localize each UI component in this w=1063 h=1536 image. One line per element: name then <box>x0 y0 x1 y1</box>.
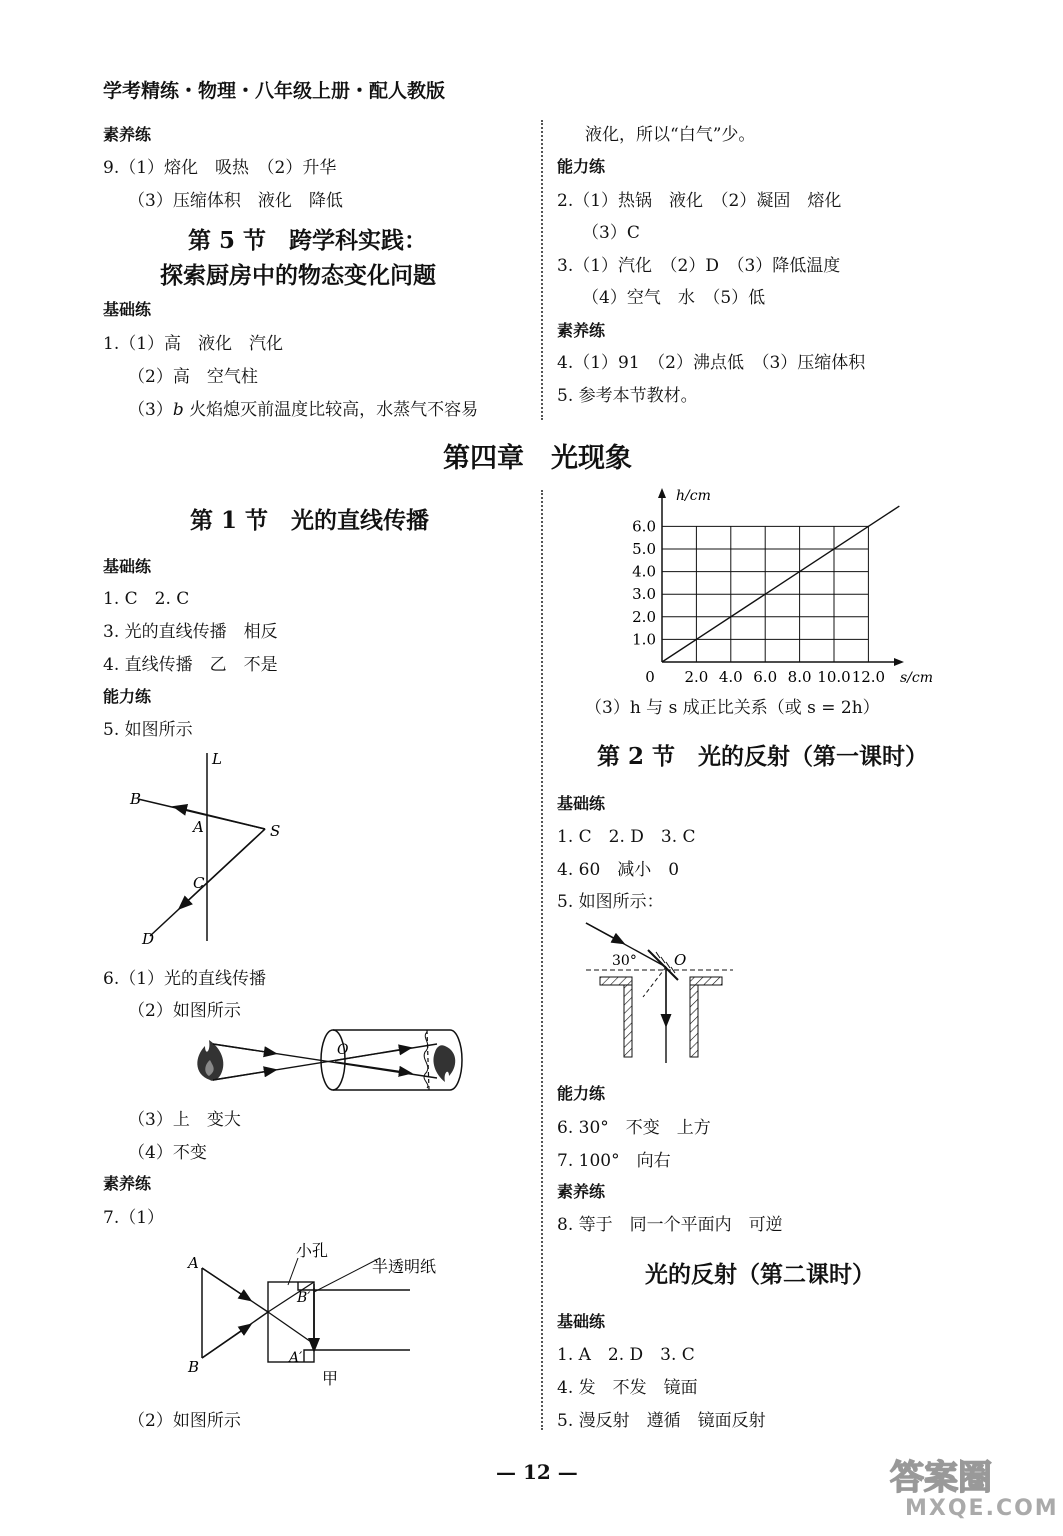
answer-line: 7. 100° 向右 <box>557 1151 671 1171</box>
ray-arrow <box>180 829 265 908</box>
x-axis-label: s/cm <box>900 670 934 686</box>
x-tick-label: 12.0 <box>851 668 886 686</box>
section-label: 能力练 <box>103 687 152 706</box>
wall-top-right <box>690 977 722 985</box>
x-tick-label: 6.0 <box>753 668 778 686</box>
answer-line: 9.（1）熔化 吸热 （2）升华 <box>103 158 337 178</box>
label-paper: 半透明纸 <box>372 1257 437 1276</box>
x-tick-label: 4.0 <box>718 668 743 686</box>
section-label: 基础练 <box>103 300 152 319</box>
wall-left <box>624 985 632 1057</box>
ray-arrow <box>202 1325 250 1358</box>
answer-line: （3）压缩体积 液化 降低 <box>128 191 343 211</box>
watermark-logo: 答案圈 <box>890 1458 992 1498</box>
y-tick-label: 3.0 <box>632 585 656 604</box>
label-O: O <box>674 951 687 969</box>
pinhole-box-diagram <box>180 1230 480 1395</box>
x-tick-label: 0 <box>645 668 655 686</box>
label-B: B <box>188 1358 200 1376</box>
section-label: 素养练 <box>557 1182 606 1201</box>
straight-light-diagram <box>120 748 300 948</box>
answer-line: （2）高 空气柱 <box>128 367 258 387</box>
answer-line: 6. 30° 不变 上方 <box>557 1118 711 1138</box>
label-C: C <box>193 874 205 892</box>
h-s-line-chart <box>600 484 960 694</box>
x-tick-label: 2.0 <box>684 668 709 686</box>
y-tick-label: 1.0 <box>632 630 656 649</box>
answer-line: 1.（1）高 液化 汽化 <box>103 334 284 354</box>
y-axis-arrow <box>658 488 666 498</box>
ray-arrow <box>335 1062 410 1073</box>
answer-line: （4）不变 <box>128 1143 207 1163</box>
section-title: 探索厨房中的物态变化问题 <box>160 262 436 289</box>
answer-text: 火焰熄灭前温度比较高，水蒸气不容易 <box>189 400 479 420</box>
answer-line: 液化，所以“白气”少。 <box>585 125 756 145</box>
y-tick-label: 5.0 <box>632 540 656 558</box>
pinhole-camera-diagram <box>185 1022 475 1100</box>
page-number: — 12 — <box>496 1460 578 1484</box>
answer-line: 4.（1）91 （2）沸点低 （3）压缩体积 <box>557 353 866 373</box>
section-label: 素养练 <box>557 321 606 340</box>
y-tick-label: 6.0 <box>632 517 656 536</box>
watermark-site: MXQE.COM <box>905 1496 1059 1521</box>
answer-line: 7.（1） <box>103 1208 165 1228</box>
label-S: S <box>270 822 281 840</box>
series-line <box>662 506 899 662</box>
answer-line: （3）C <box>582 223 640 243</box>
answer-line: 1. C 2. C <box>103 589 190 609</box>
screen <box>427 1030 429 1090</box>
answer-line: 6.（1）光的直线传播 <box>103 969 267 989</box>
label-hole: 小孔 <box>296 1241 329 1260</box>
x-tick-label: 8.0 <box>787 668 812 686</box>
answer-line: （3）上 变大 <box>128 1110 241 1130</box>
section-label: 素养练 <box>103 125 152 144</box>
column-divider <box>541 120 543 420</box>
section-title: 光的反射（第二课时） <box>645 1261 875 1288</box>
answer-line <box>128 395 478 420</box>
label-jia: 甲 <box>322 1369 339 1388</box>
wall-top-left <box>600 977 632 985</box>
outer-box-top <box>298 1282 410 1290</box>
section-label: 能力练 <box>557 1084 606 1103</box>
ray-arrow <box>213 1044 275 1053</box>
answer-line: 5. 如图所示 <box>103 720 193 740</box>
section-label: 基础练 <box>557 1312 606 1331</box>
light-ray <box>268 1312 314 1344</box>
section-title: 第 2 节 光的反射（第一课时） <box>597 743 929 770</box>
normal-line <box>643 967 666 997</box>
column-divider <box>541 490 543 1430</box>
section-title: 第 5 节 跨学科实践： <box>188 227 428 254</box>
label-D: D <box>142 930 155 948</box>
ray-arrow <box>586 923 623 943</box>
answer-letter: b <box>172 400 184 420</box>
section-label: 能力练 <box>557 157 606 176</box>
leader-line <box>314 1258 380 1292</box>
ray-arrow <box>175 807 265 829</box>
label-L: L <box>212 750 222 768</box>
chapter-title: 第四章 光现象 <box>443 443 632 474</box>
answer-line: 5. 如图所示： <box>557 892 664 912</box>
answer-line: 4. 发 不发 镜面 <box>557 1378 698 1398</box>
outer-box-bottom <box>304 1350 410 1362</box>
answer-line: 3.（1）汽化 （2）D （3）降低温度 <box>557 256 841 276</box>
candle-flame-icon <box>197 1040 223 1081</box>
y-axis-label: h/cm <box>676 488 711 504</box>
leader-line <box>288 1258 298 1285</box>
angle-label: 30° <box>612 953 637 969</box>
answer-line: 1. A 2. D 3. C <box>557 1345 695 1365</box>
ray-arrow <box>202 1268 250 1300</box>
label-Aprime: A′ <box>289 1350 303 1366</box>
answer-line: 5. 漫反射 遵循 镜面反射 <box>557 1411 766 1431</box>
label-A: A <box>188 1254 199 1272</box>
section-title: 第 1 节 光的直线传播 <box>190 507 430 534</box>
label-O: O <box>337 1042 349 1058</box>
answer-line: （2）如图所示 <box>128 1001 241 1021</box>
x-tick-label: 10.0 <box>817 668 851 686</box>
answer-prefix: （3） <box>128 400 173 420</box>
y-tick-label: 4.0 <box>632 562 656 581</box>
label-B: B <box>130 790 142 808</box>
label-A: A <box>193 818 204 836</box>
answer-line: 3. 光的直线传播 相反 <box>103 622 278 642</box>
answer-line: （3）h 与 s 成正比关系（或 s = 2h） <box>585 698 880 718</box>
section-label: 基础练 <box>103 557 152 576</box>
y-tick-label: 2.0 <box>632 607 656 626</box>
answer-line: 4. 60 减小 0 <box>557 860 680 880</box>
section-label: 素养练 <box>103 1174 152 1193</box>
reflection-diagram <box>578 915 743 1070</box>
answer-line: 1. C 2. D 3. C <box>557 827 696 847</box>
answer-line: 8. 等于 同一个平面内 可逆 <box>557 1215 783 1235</box>
inverted-flame-icon <box>433 1045 455 1082</box>
label-Bprime: B′ <box>297 1290 311 1306</box>
page-header: 学考精练・物理・八年级上册・配人教版 <box>103 80 446 102</box>
answer-line: 4. 直线传播 乙 不是 <box>103 655 278 675</box>
x-axis-arrow <box>894 658 904 666</box>
section-label: 基础练 <box>557 794 606 813</box>
answer-line: （2）如图所示 <box>128 1411 241 1431</box>
answer-line: （4）空气 水 （5）低 <box>582 288 766 308</box>
ray-arrow <box>213 1070 275 1080</box>
wall-right <box>690 985 698 1057</box>
answer-line: 2.（1）热锅 液化 （2）凝固 熔化 <box>557 191 842 211</box>
answer-line: 5. 参考本节教材。 <box>557 386 698 406</box>
